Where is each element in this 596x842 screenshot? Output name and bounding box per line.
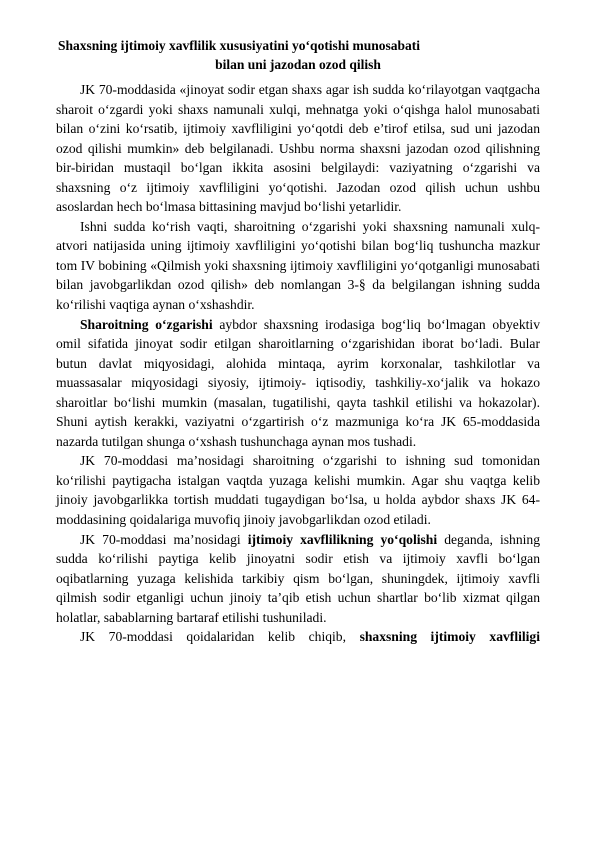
paragraph-2-text: Ishni sudda ko‘rish vaqti, sharoitning o‘zgarishi yoki shaxsning namunali xulq-atvori natijasida uning ijtimoiy xavfliligini yo‘qotishi bilan bog‘liq tushuncha mazkur tom IV bobining «Qilmish yoki shaxsning ijtimoiy xavfliligini yo‘qotganligi munosabati bilan javobgarlikdan ozod qilish» deb nomlangan 3-§ da belgilangan ishning sudda ko‘rilishi vaqtiga aynan o‘xshashdir. (56, 218, 540, 313)
paragraph-5-bold-term: ijtimoiy xavflilikning yo‘qolishi (247, 531, 438, 547)
paragraph-3-bold-term: Sharoitning o‘zgarishi (80, 316, 213, 332)
paragraph-4-text: JK 70-moddasi ma’nosidagi sharoitning o‘zgarishi to ishning sud tomonidan ko‘rilishi paytigacha istalgan vaqtda yuzaga kelishi mumkin. Agar shu vaqtga kelib jinoiy javobgarlikka tortish muddati tugaydigan bo‘lsa, u holda aybdor shaxs JK 64-moddasining qoidalariga muvofiq jinoiy javobgarlikdan ozod etiladi. (56, 453, 540, 528)
title-line-2: bilan uni jazodan ozod qilish (215, 57, 381, 72)
paragraph-1 (56, 80, 540, 217)
document-title (56, 36, 540, 74)
paragraph-6 (56, 627, 540, 647)
paragraph-3 (56, 315, 540, 452)
paragraph-5-pre: JK 70-moddasi ma’nosidagi (80, 531, 248, 547)
paragraph-5-post: deganda, ishning sudda ko‘rilishi paytiga kelib jinoyatni sodir etish va ijtimoiy xavfli bo‘lgan oqibatlarning yuzaga kelishida tarkibiy qism bo‘lgan, shuningdek, ijtimoiy xavfli qilmish sodir etganligi uchun jinoiy ta’qib etish uchun shartlar bo‘lib xizmat qilgan holatlar, sabablarning bartaraf etilishi tushuniladi. (56, 531, 541, 625)
paragraph-6-bold-term: shaxsning ijtimoiy xavfliligi (359, 629, 540, 645)
paragraph-4 (56, 451, 540, 529)
paragraph-2 (56, 217, 540, 315)
title-line-1: Shaxsning ijtimoiy xavflilik xususiyatini yo‘qotishi munosabati (58, 38, 420, 53)
document-page (56, 36, 540, 647)
paragraph-1-text: JK 70-moddasida «jinoyat sodir etgan shaxs agar ish sudda ko‘rilayotgan vaqtgacha sharoit o‘zgardi yoki shaxs namunali xulqi, mehnatga yoki o‘qishga halol munosabati bilan o‘zini ko‘rsatib, ijtimoiy xavfliligini yo‘qotdi deb e’tirof etilsa, sud uni jazodan ozod qilishi mumkin» deb belgilanadi. Ushbu norma shaxsni jazodan ozod qilishning bir-biridan mustaqil bo‘lgan ikkita asosini belgilaydi: vaziyatning o‘zgarishi va shaxsning o‘z ijtimoiy xavfliligini yo‘qotishi. Jazodan ozod qilish uchun ushbu asoslardan hech bo‘lmasa bittasining mavjud bo‘lishi yetarlidir. (56, 82, 540, 215)
paragraph-3-text: aybdor shaxsning irodasiga bog‘liq bo‘lmagan obyektiv omil sifatida jinoyat sodir etilgan sharoitlarning o‘zgarishidan iborat bo‘ladi. Bular butun davlat miqyosidagi, alohida mintaqa, ayrim korxonalar, tashkilotlar va muassasalar miqyosidagi siyosiy, ijtimoiy- iqtisodiy, tashkiliy-xo‘jalik va hokazo sharoitlar bo‘lishi mumkin (masalan, tugatilishi, qayta tashkil etilishi va hokazolar). Shuni aytish kerakki, vaziyatni o‘zgartirish o‘z mazmuniga ko‘ra JK 65-moddasida nazarda tutilgan shunga o‘xshash tushunchaga aynan mos tushadi. (56, 316, 540, 449)
paragraph-6-pre: JK 70-moddasi qoidalaridan kelib chiqib, (80, 629, 360, 645)
paragraph-5 (56, 530, 540, 628)
